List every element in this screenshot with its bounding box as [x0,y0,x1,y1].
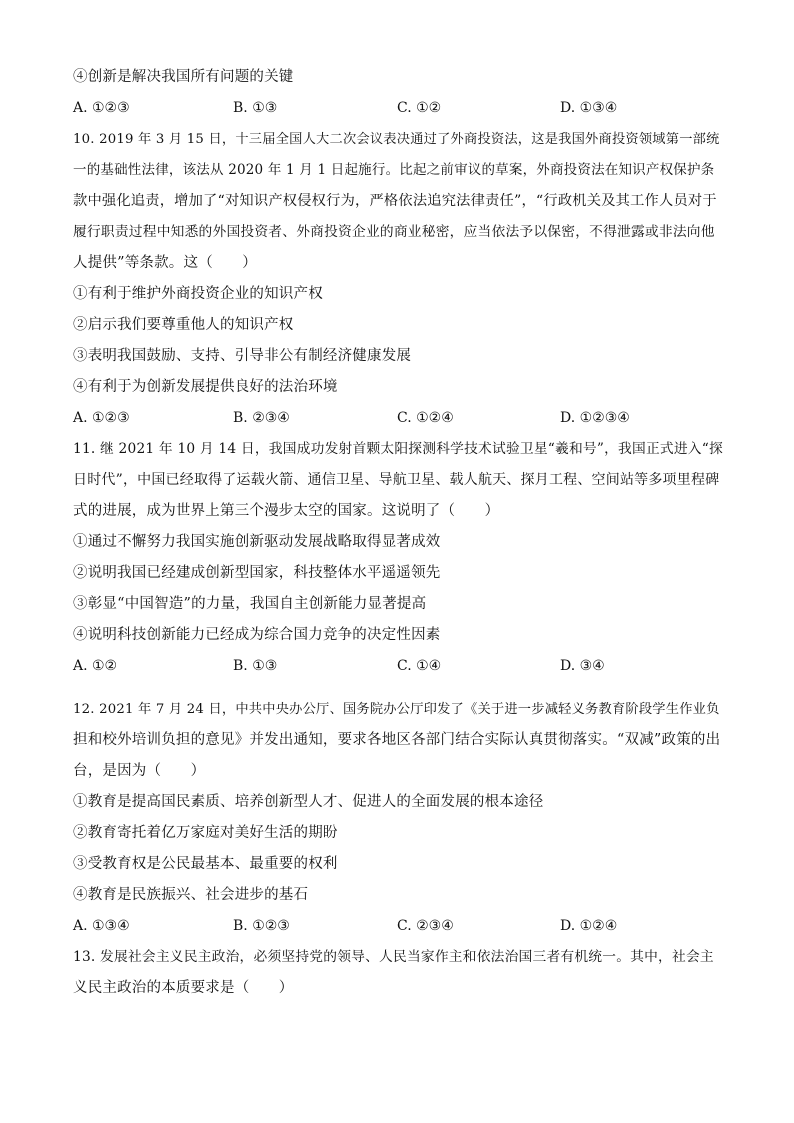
q10-stem-line: 人提供”等条款。这（ ） [73,255,258,271]
q10-option-a: A. ①②③ [73,410,130,426]
q12-option-d: D. ①②④ [560,918,618,934]
question-12 [73,694,723,942]
exam-page [73,62,723,1004]
q11-option-d: D. ③④ [560,658,605,674]
q11-option-b: B. ①③ [233,658,278,674]
question-11 [73,434,723,682]
q10-statement-4: ④有利于为创新发展提供良好的法治环境 [73,379,338,395]
q10-stem-line: 一的基础性法律，该法从 2020 年 1 月 1 日起施行。比起之前审议的草案，外商投资法在知识产权保护条 [73,162,715,178]
q9-option-c: C. ①② [397,100,442,116]
q13-stem-line: 13. 发展社会主义民主政治，必须坚持党的领导、人民当家作主和依法治国三者有机统一。其中，社会主 [73,949,714,965]
q10-statement-2: ②启示我们要尊重他人的知识产权 [73,317,294,333]
q10-stem-line: 10. 2019 年 3 月 15 日，十三届全国人大二次会议表决通过了外商投资法，这是我国外商投资领域第一部统 [73,132,720,147]
q12-statement-4: ④教育是民族振兴、社会进步的基石 [73,887,309,903]
q11-statement-2: ②说明我国已经建成创新型国家，科技整体水平遥遥领先 [73,565,441,581]
q9-option-a: A. ①②③ [73,100,130,116]
q10-statement-1: ①有利于维护外商投资企业的知识产权 [73,286,323,302]
q11-stem-line: 日时代”，中国已经取得了运载火箭、通信卫星、导航卫星、载人航天、探月工程、空间站等多项里程碑 [73,472,720,488]
q10-stem-line: 款中强化追责，增加了“对知识产权侵权行为，严格依法追究法律责任”，“行政机关及其工作人员对于 [73,193,717,209]
q10-options [73,403,723,434]
q11-statement-4: ④说明科技创新能力已经成为综合国力竞争的决定性因素 [73,627,441,643]
q10-stem-line: 履行职责过程中知悉的外国投资者、外商投资企业的商业秘密，应当依法予以保密，不得泄露或非法向他 [73,224,715,240]
q11-stem-line: 11. 继 2021 年 10 月 14 日，我国成功发射首颗太阳探测科学技术试验卫星“羲和号”，我国正式进入“探 [73,441,723,457]
q11-option-a: A. ①② [73,658,118,674]
q11-statement-1: ①通过不懈努力我国实施创新驱动发展战略取得显著成效 [73,534,441,550]
q12-stem-line: 12. 2021 年 7 月 24 日，中共中央办公厅、国务院办公厅印发了《关于进一步减轻义务教育阶段学生作业负 [73,702,720,717]
q12-statement-2: ②教育寄托着亿万家庭对美好生活的期盼 [73,825,338,841]
q12-stem-line: 台，是因为（ ） [73,763,206,779]
q12-statement-1: ①教育是提高国民素质、培养创新型人才、促进人的全面发展的根本途径 [73,794,544,810]
q9-statement-4: ④创新是解决我国所有问题的关键 [73,69,294,85]
question-10 [73,124,723,434]
q11-options [73,651,723,682]
q9-options [73,93,723,124]
q10-statement-3: ③表明我国鼓励、支持、引导非公有制经济健康发展 [73,348,412,364]
q9-option-b: B. ①③ [233,100,278,116]
q12-statement-3: ③受教育权是公民最基本、最重要的权利 [73,856,338,872]
question-gap [73,682,723,694]
q10-option-d: D. ①②③④ [560,410,630,426]
q12-option-b: B. ①②③ [233,918,290,934]
q11-statement-3: ③彰显“中国智造”的力量，我国自主创新能力显著提高 [73,596,427,612]
q12-option-a: A. ①③④ [73,918,130,934]
q9-option-d: D. ①③④ [560,100,618,116]
q12-stem-line: 担和校外培训负担的意见》并发出通知，要求各地区各部门结合实际认真贯彻落实。“双减”政策的出 [73,732,721,748]
question-13 [73,942,723,1004]
q13-stem-line: 义民主政治的本质要求是（ ） [73,980,294,996]
q10-option-c: C. ①②④ [397,410,454,426]
q11-stem-line: 式的进展，成为世界上第三个漫步太空的国家。这说明了（ ） [73,503,500,519]
q10-option-b: B. ②③④ [233,410,290,426]
q11-option-c: C. ①④ [397,658,442,674]
q12-option-c: C. ②③④ [397,918,454,934]
q12-options [73,911,723,942]
